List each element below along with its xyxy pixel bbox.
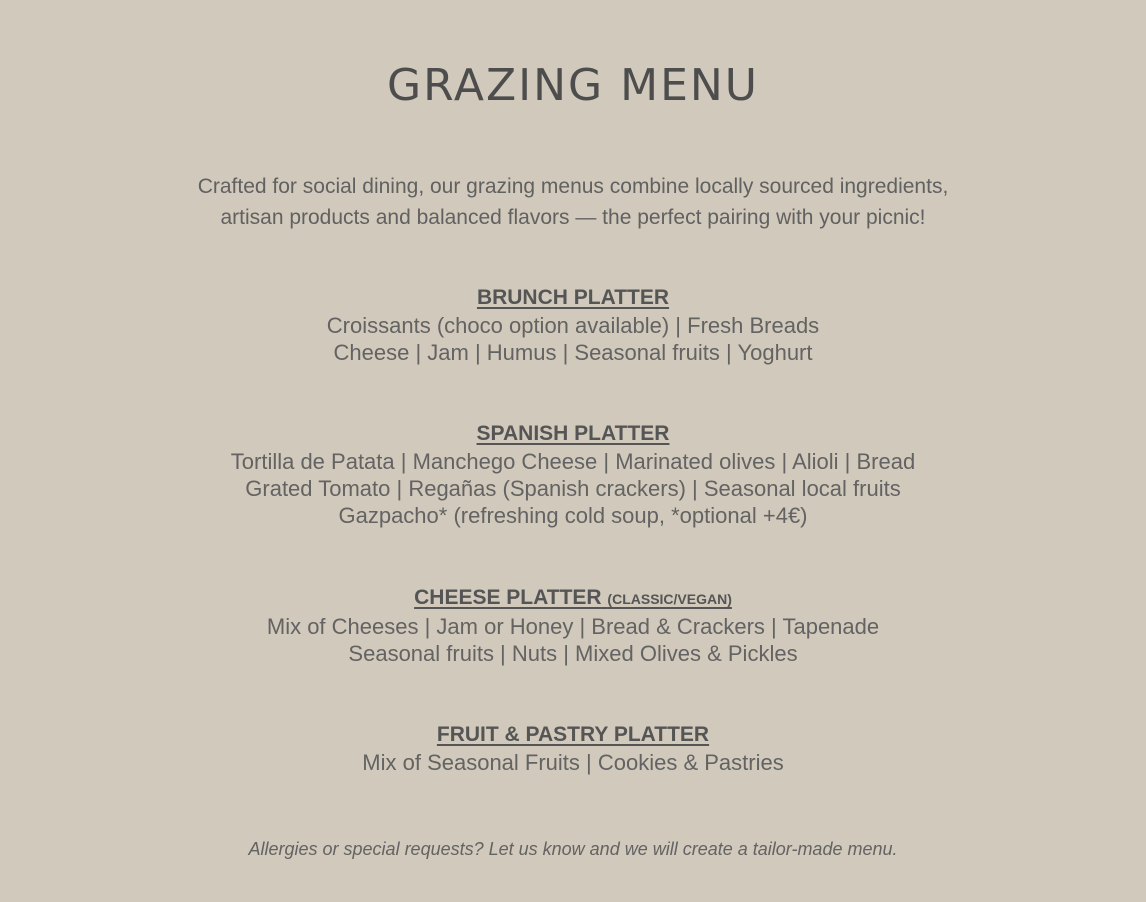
section-line: Cheese | Jam | Humus | Seasonal fruits | Yoghurt	[333, 340, 813, 365]
intro-text	[0, 171, 1146, 233]
section-line: Mix of Seasonal Fruits | Cookies & Pastries	[362, 750, 784, 775]
section-fruit-pastry-platter	[0, 721, 1146, 776]
section-line: Gazpacho* (refreshing cold soup, *optional +4€)	[338, 503, 808, 528]
page-title: GRAZING MENU	[387, 60, 759, 111]
intro-line: artisan products and balanced flavors — the perfect pairing with your picnic!	[220, 206, 926, 229]
section-brunch-platter	[0, 284, 1146, 366]
section-line: Mix of Cheeses | Jam or Honey | Bread & Crackers | Tapenade	[266, 614, 880, 639]
section-title	[0, 584, 1146, 613]
section-title-text: BRUNCH PLATTER	[476, 286, 670, 309]
section-title	[0, 721, 1146, 749]
section-spanish-platter	[0, 420, 1146, 529]
section-subtitle: (CLASSIC/VEGAN)	[607, 591, 732, 607]
section-title-text: SPANISH PLATTER	[476, 422, 670, 445]
section-cheese-platter	[0, 584, 1146, 667]
footer-note: Allergies or special requests? Let us know and we will create a tailor-made menu.	[248, 839, 898, 859]
section-line: Seasonal fruits | Nuts | Mixed Olives & Pickles	[348, 641, 798, 666]
section-line: Grated Tomato | Regañas (Spanish crackers) | Seasonal local fruits	[245, 476, 901, 501]
section-line: Tortilla de Patata | Manchego Cheese | Marinated olives | Alioli | Bread	[230, 449, 916, 474]
section-title-text: CHEESE PLATTER	[414, 586, 602, 609]
section-title	[0, 284, 1146, 312]
section-title	[0, 420, 1146, 448]
intro-line: Crafted for social dining, our grazing menus combine locally sourced ingredients,	[197, 175, 949, 198]
section-line: Croissants (choco option available) | Fresh Breads	[326, 313, 820, 338]
section-title-text: FRUIT & PASTRY PLATTER	[436, 723, 710, 746]
